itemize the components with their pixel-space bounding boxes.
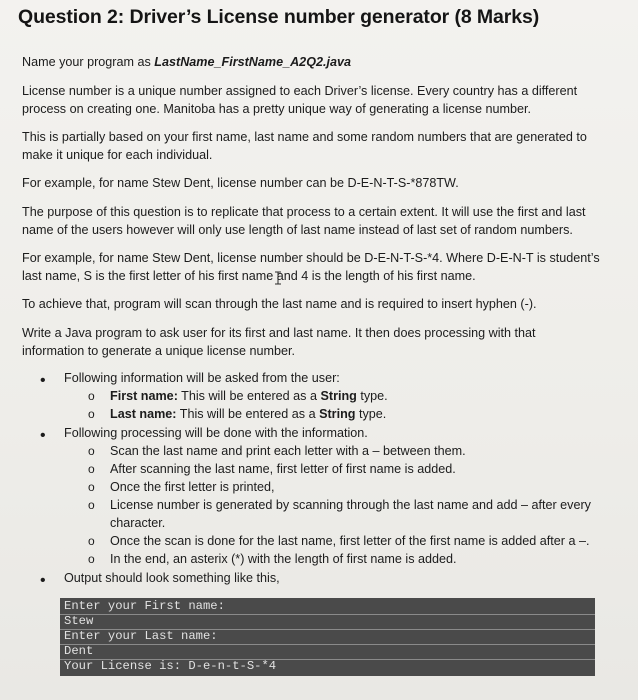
console-divider bbox=[60, 644, 595, 645]
bullet-icon: • bbox=[40, 427, 46, 444]
console-line-result: Your License is: D-e-n-t-S-*4 bbox=[64, 659, 277, 673]
label-last-name: Last name: bbox=[110, 407, 177, 421]
paragraph-example-2 bbox=[22, 250, 612, 285]
program-file-name: LastName_FirstName_A2Q2.java bbox=[154, 55, 352, 69]
console-line-input-last: Dent bbox=[64, 644, 94, 658]
paragraph-line: last name, S is the first letter of his first name and 4 is the length of his first name. bbox=[22, 268, 476, 283]
sub-item-text: This will be entered as a bbox=[176, 407, 320, 421]
label-first-name: First name: bbox=[110, 389, 178, 403]
paragraph-line: Write a Java program to ask user for its first and last name. It then does processing with that bbox=[22, 326, 536, 340]
console-line-input-first: Stew bbox=[64, 614, 94, 628]
sub-item-text: type. bbox=[355, 407, 387, 421]
sub-item-line: character. bbox=[110, 515, 166, 530]
bullet-icon: • bbox=[40, 372, 46, 389]
sub-item-scan-done: Once the scan is done for the last name, first letter of the first name is added after a –. bbox=[110, 534, 590, 548]
sub-bullet-icon: o bbox=[88, 389, 95, 403]
bullet-user-input: Following information will be asked from the user: bbox=[64, 371, 340, 385]
type-string: String bbox=[319, 407, 356, 421]
paragraph-example-1: For example, for name Stew Dent, license number can be D-E-N-T-S-*878TW. bbox=[22, 176, 459, 190]
program-name-line bbox=[22, 54, 612, 72]
type-string: String bbox=[320, 389, 357, 403]
paragraph-purpose bbox=[22, 204, 612, 239]
program-name-prefix: Name your program as bbox=[22, 55, 155, 69]
sub-item-first-letter: Once the first letter is printed, bbox=[110, 480, 275, 494]
bullet-output: Output should look something like this, bbox=[64, 571, 280, 585]
paragraph-line: information to generate a unique license number. bbox=[22, 343, 296, 358]
question-title: Question 2: Driver’s License number generator (8 Marks) bbox=[18, 6, 540, 28]
paragraph-license-intro bbox=[22, 83, 612, 118]
text-cursor-icon bbox=[274, 271, 282, 285]
sub-bullet-icon: o bbox=[88, 407, 95, 421]
paragraph-line: process on creating one. Manitoba has a pretty unique way of generating a license number. bbox=[22, 101, 531, 116]
paragraph-achieve: To achieve that, program will scan through the last name and is required to insert hyphen (-). bbox=[22, 297, 537, 311]
sub-item-generate bbox=[110, 497, 610, 532]
console-output bbox=[60, 598, 595, 676]
paragraph-line: This is partially based on your first name, last name and some random numbers that are generated to bbox=[22, 130, 587, 144]
bullet-icon: • bbox=[40, 572, 46, 589]
bullet-processing: Following processing will be done with the information. bbox=[64, 426, 368, 440]
paragraph-line: The purpose of this question is to replicate that process to a certain extent. It will use the first and last bbox=[22, 205, 586, 219]
paragraph-line: name of the users however will only use length of last name instead of last set of random numbers. bbox=[22, 222, 573, 237]
paragraph-line: make it unique for each individual. bbox=[22, 147, 213, 162]
paragraph-task bbox=[22, 325, 612, 360]
sub-bullet-icon: o bbox=[88, 462, 95, 476]
console-line-prompt-first: Enter your First name: bbox=[64, 599, 225, 613]
sub-bullet-icon: o bbox=[88, 480, 95, 494]
sub-item-text: type. bbox=[356, 389, 388, 403]
console-divider bbox=[60, 614, 595, 615]
paragraph-line: For example, for name Stew Dent, license number should be D-E-N-T-S-*4. Where D-E-N-T is student’s bbox=[22, 251, 600, 265]
console-line-prompt-last: Enter your Last name: bbox=[64, 629, 218, 643]
paragraph-based-on bbox=[22, 129, 612, 164]
sub-bullet-icon: o bbox=[88, 552, 95, 566]
sub-item-asterix: In the end, an asterix (*) with the length of first name is added. bbox=[110, 552, 457, 566]
sub-item-text: This will be entered as a bbox=[177, 389, 321, 403]
sub-item-last-name bbox=[110, 406, 610, 424]
sub-item-scan: Scan the last name and print each letter with a – between them. bbox=[110, 444, 466, 458]
sub-item-line: License number is generated by scanning through the last name and add – after every bbox=[110, 498, 591, 512]
sub-bullet-icon: o bbox=[88, 498, 95, 512]
sub-item-after-scan: After scanning the last name, first letter of first name is added. bbox=[110, 462, 456, 476]
sub-bullet-icon: o bbox=[88, 444, 95, 458]
sub-bullet-icon: o bbox=[88, 534, 95, 548]
paragraph-line: License number is a unique number assigned to each Driver’s license. Every country has a different bbox=[22, 84, 578, 98]
sub-item-first-name bbox=[110, 388, 610, 406]
